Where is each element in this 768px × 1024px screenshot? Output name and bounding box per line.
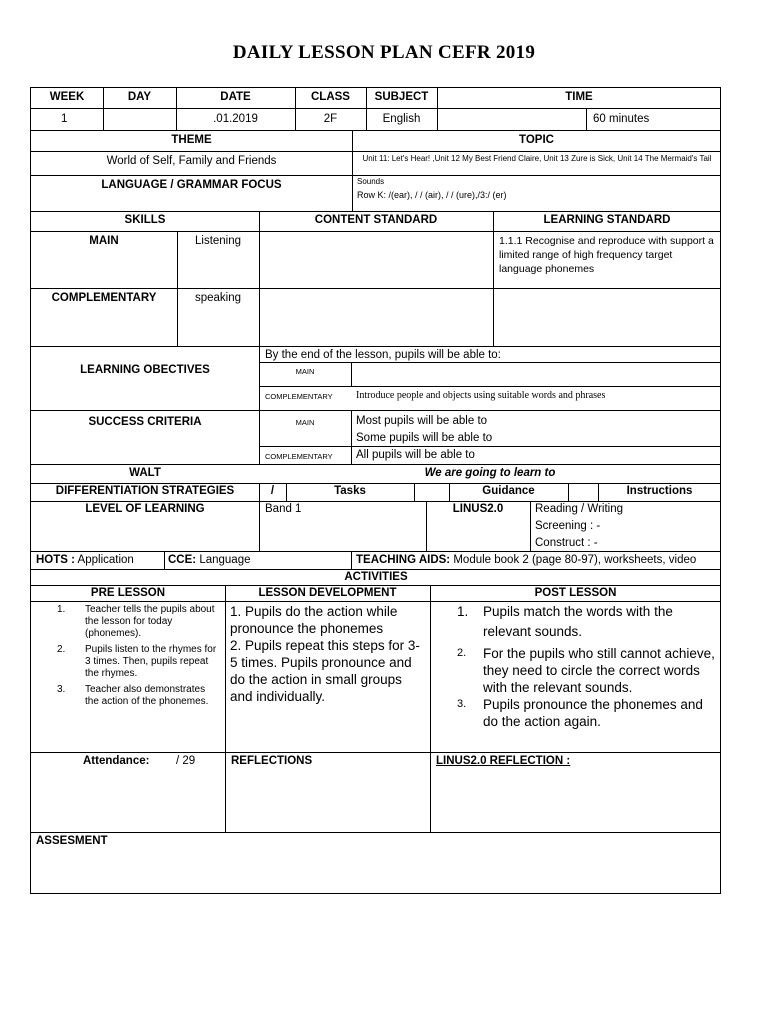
reflections-label: REFLECTIONS xyxy=(231,755,313,767)
walt-label: WALT xyxy=(129,467,161,479)
comp-skill-value: speaking xyxy=(195,292,242,304)
col-divider xyxy=(530,501,531,551)
row-divider xyxy=(31,569,721,570)
week-header: WEEK xyxy=(49,91,85,103)
time-header: TIME xyxy=(565,91,593,103)
main-skill-label: MAIN xyxy=(89,235,119,247)
col-divider xyxy=(164,551,165,569)
row-divider xyxy=(31,288,721,289)
class-header: CLASS xyxy=(311,91,350,103)
lesson-plan-table xyxy=(30,87,721,894)
objectives-comp-label: COMPLEMENTARY xyxy=(265,392,333,401)
list-item: 1. Pupils do the action while pronounce the phonemes xyxy=(230,604,398,636)
differentiation-label: DIFFERENTIATION STRATEGIES xyxy=(55,485,235,497)
col-divider xyxy=(351,551,352,569)
row-divider xyxy=(31,175,721,176)
col-divider xyxy=(177,231,178,346)
hots-value: Application xyxy=(77,554,134,566)
class-value: 2F xyxy=(323,113,338,125)
learning-standard-label: LEARNING STANDARD xyxy=(543,214,671,226)
col-divider xyxy=(568,483,569,501)
list-item: 3. Teacher also demonstrates the action of the phonemes. xyxy=(57,684,209,707)
teaching-aids-value: Module book 2 (page 80-97), worksheets, video xyxy=(453,554,697,566)
subject-value: English xyxy=(382,113,421,125)
linus-line2: Screening : - xyxy=(535,520,601,532)
linus-reflection-label: LINUS2.0 REFLECTION : xyxy=(436,755,571,767)
activities-label: ACTIVITIES xyxy=(344,571,408,583)
row-divider xyxy=(31,151,721,152)
skills-label: SKILLS xyxy=(124,214,166,226)
objectives-intro: By the end of the lesson, pupils will be able to: xyxy=(265,349,501,361)
pre-lesson-label: PRE LESSON xyxy=(90,587,166,599)
list-item: 1. Pupils match the words with the relevant sounds. xyxy=(457,604,673,639)
topic-label: TOPIC xyxy=(519,134,554,146)
row-divider xyxy=(31,231,721,232)
linus-line3: Construct : - xyxy=(535,537,598,549)
row-divider xyxy=(259,446,721,447)
success-comp-text: All pupils will be able to xyxy=(356,449,475,461)
row-divider xyxy=(31,752,721,753)
row-divider xyxy=(31,346,721,347)
col-divider xyxy=(259,346,260,464)
theme-label: THEME xyxy=(171,134,212,146)
hots-cell xyxy=(36,554,134,567)
row-divider xyxy=(31,483,721,484)
day-header: DAY xyxy=(127,91,152,103)
linus-label: LINUS2.0 xyxy=(452,503,504,515)
success-main-line2: Some pupils will be able to xyxy=(356,432,493,444)
row-divider xyxy=(31,832,721,833)
date-header: DATE xyxy=(220,91,251,103)
teaching-aids-label: TEACHING AIDS: xyxy=(356,554,451,566)
sounds-label: Sounds xyxy=(357,177,385,186)
cce-label: CCE: xyxy=(168,554,197,566)
attendance-value: / 29 xyxy=(176,755,196,767)
tasks-label: Tasks xyxy=(334,485,366,497)
success-main-label: MAIN xyxy=(295,418,315,427)
phonemes-row: Row K: /(ear), / / (air), / / (ure),/3:/ (er) xyxy=(357,190,507,200)
cce-value: Language xyxy=(199,554,251,566)
instructions-label: Instructions xyxy=(626,485,693,497)
band-value: Band 1 xyxy=(265,503,302,515)
success-comp-label: COMPLEMENTARY xyxy=(265,452,333,461)
lesson-development-list xyxy=(230,603,426,705)
attendance-label: Attendance: xyxy=(83,755,150,767)
cce-cell xyxy=(168,554,251,567)
page-title: DAILY LESSON PLAN CEFR 2019 xyxy=(232,42,536,63)
hots-label: HOTS : xyxy=(36,554,75,566)
comp-skill-label: COMPLEMENTARY xyxy=(51,292,157,304)
learning-objectives-label: LEARNING OBECTIVES xyxy=(80,364,210,376)
list-item: 2. Pupils listen to the rhymes for 3 times. Then, pupils repeat the rhymes. xyxy=(57,644,217,679)
col-divider xyxy=(414,483,415,501)
teaching-aids-cell xyxy=(356,554,696,567)
subject-header: SUBJECT xyxy=(374,91,429,103)
col-divider xyxy=(586,108,587,130)
row-divider xyxy=(31,130,721,131)
post-lesson-list xyxy=(457,602,719,730)
list-item: 2. Pupils repeat this steps for 3-5 times. Pupils pronounce and do the action in small groups and individually. xyxy=(230,638,420,704)
list-item: 1. Teacher tells the pupils about the lesson for today (phonemes). xyxy=(57,604,215,639)
language-focus-label: LANGUAGE / GRAMMAR FOCUS xyxy=(101,179,282,191)
level-of-learning-label: LEVEL OF LEARNING xyxy=(85,503,205,515)
content-standard-label: CONTENT STANDARD xyxy=(314,214,438,226)
row-divider xyxy=(31,551,721,552)
theme-value: World of Self, Family and Friends xyxy=(106,155,277,167)
objectives-comp-text: Introduce people and objects using suitable words and phrases xyxy=(356,390,606,401)
lesson-development-label: LESSON DEVELOPMENT xyxy=(258,587,397,599)
list-item: 2. For the pupils who still cannot achieve, they need to circle the correct words with the relevant sounds. xyxy=(457,646,715,695)
differentiation-slash: / xyxy=(270,485,275,497)
col-divider xyxy=(225,585,226,832)
week-value: 1 xyxy=(61,113,68,125)
row-divider xyxy=(31,108,721,109)
pre-lesson-list xyxy=(57,604,219,708)
row-divider xyxy=(259,386,721,387)
success-main-line1: Most pupils will be able to xyxy=(356,415,488,427)
col-divider xyxy=(351,410,352,464)
col-divider xyxy=(430,585,431,832)
row-divider xyxy=(31,211,721,212)
col-divider xyxy=(493,211,494,346)
col-divider xyxy=(259,211,260,346)
list-item: 3. Pupils pronounce the phonemes and do the action again. xyxy=(457,697,703,729)
linus-line1: Reading / Writing xyxy=(535,503,623,515)
walt-value: We are going to learn to xyxy=(424,467,556,479)
main-learning-standard: 1.1.1 Recognise and reproduce with support a limited range of high frequency target language phonemes xyxy=(499,235,714,275)
row-divider xyxy=(31,410,721,411)
row-divider xyxy=(259,362,721,363)
col-divider xyxy=(351,362,352,386)
row-divider xyxy=(31,501,721,502)
objectives-main-label: MAIN xyxy=(295,367,315,376)
row-divider xyxy=(31,585,721,586)
topic-value: Unit 11: Let's Hear! ,Unit 12 My Best Friend Claire, Unit 13 Zure is Sick, Unit 14 The Mermaid's Tail xyxy=(362,154,712,163)
guidance-label: Guidance xyxy=(482,485,535,497)
post-lesson-label: POST LESSON xyxy=(534,587,617,599)
main-skill-value: Listening xyxy=(195,235,242,247)
row-divider xyxy=(31,464,721,465)
assessment-label: ASSESMENT xyxy=(36,835,108,847)
date-value: .01.2019 xyxy=(213,113,258,125)
success-criteria-label: SUCCESS CRITERIA xyxy=(88,416,202,428)
duration-value: 60 minutes xyxy=(593,113,650,125)
